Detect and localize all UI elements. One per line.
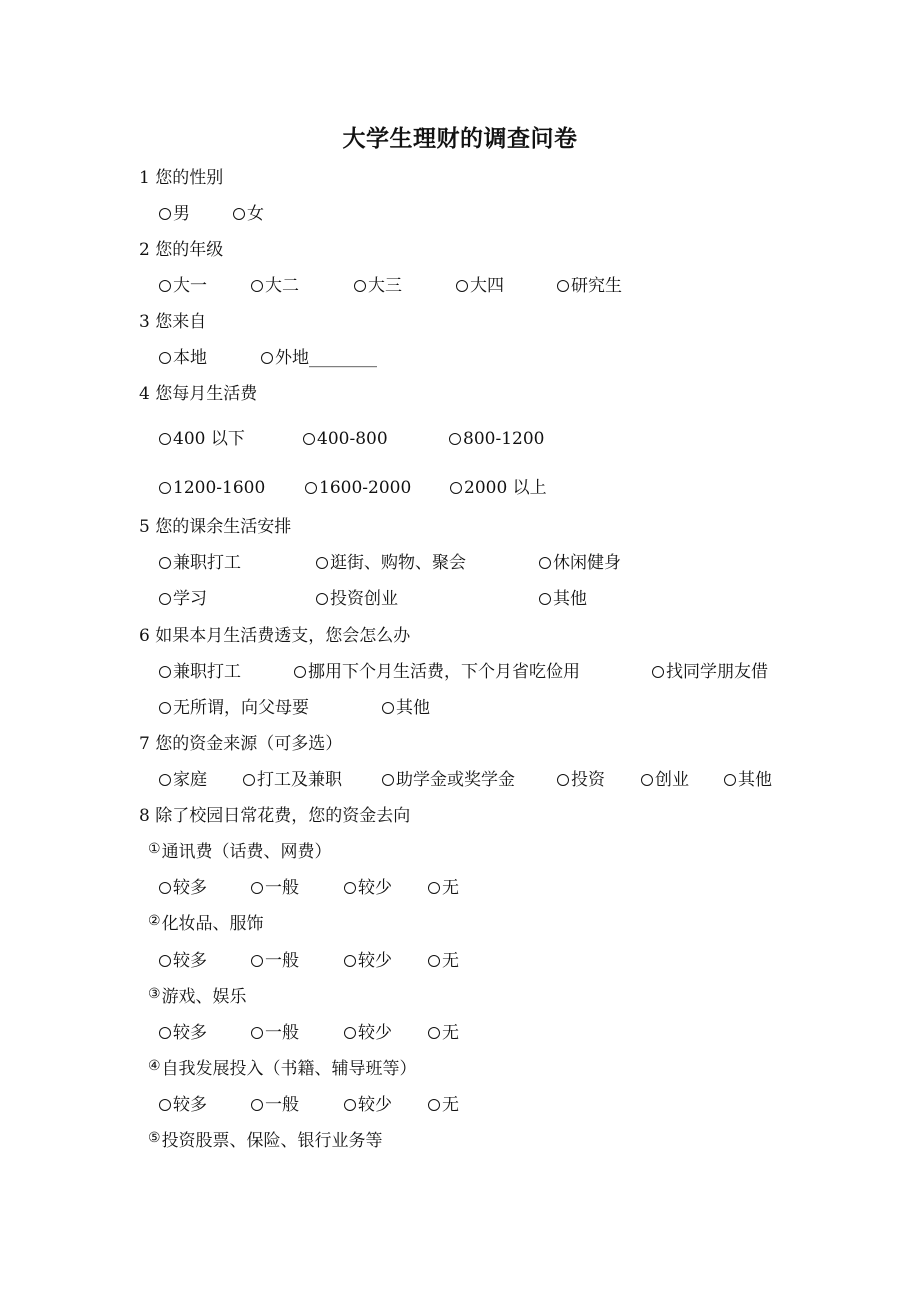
- option-s4-less[interactable]: 较少: [344, 1094, 392, 1116]
- option-s2-normal[interactable]: 一般: [251, 950, 299, 972]
- radio-circle-icon[interactable]: [159, 666, 171, 678]
- radio-circle-icon[interactable]: [243, 774, 255, 786]
- radio-circle-icon[interactable]: [251, 1027, 263, 1039]
- radio-circle-icon[interactable]: [354, 280, 366, 292]
- radio-circle-icon[interactable]: [159, 280, 171, 292]
- circled-number-4: ④: [148, 1058, 161, 1074]
- radio-circle-icon[interactable]: [449, 433, 461, 445]
- radio-circle-icon[interactable]: [456, 280, 468, 292]
- radio-circle-icon[interactable]: [382, 702, 394, 714]
- radio-circle-icon[interactable]: [450, 482, 462, 494]
- option-s4-normal[interactable]: 一般: [251, 1094, 299, 1116]
- radio-circle-icon[interactable]: [159, 208, 171, 220]
- option-q6-2[interactable]: 挪用下个月生活费，下个月省吃俭用: [294, 661, 580, 683]
- option-q6-3[interactable]: 找同学朋友借: [652, 661, 768, 683]
- radio-circle-icon[interactable]: [159, 955, 171, 967]
- option-q5-4[interactable]: 学习: [159, 588, 207, 610]
- question-7-label: 7 您的资金来源（可多选）: [139, 734, 343, 754]
- radio-circle-icon[interactable]: [428, 1099, 440, 1111]
- radio-circle-icon[interactable]: [159, 1099, 171, 1111]
- radio-circle-icon[interactable]: [251, 882, 263, 894]
- radio-circle-icon[interactable]: [261, 352, 273, 364]
- radio-circle-icon[interactable]: [159, 482, 171, 494]
- radio-circle-icon[interactable]: [641, 774, 653, 786]
- option-s2-none[interactable]: 无: [428, 950, 459, 972]
- radio-circle-icon[interactable]: [557, 774, 569, 786]
- radio-circle-icon[interactable]: [344, 1027, 356, 1039]
- circled-number-3: ③: [148, 986, 161, 1002]
- option-q2-3[interactable]: 大三: [354, 275, 402, 297]
- option-q5-2[interactable]: 逛街、购物、聚会: [316, 552, 466, 574]
- radio-circle-icon[interactable]: [251, 280, 263, 292]
- radio-circle-icon[interactable]: [344, 1099, 356, 1111]
- radio-circle-icon[interactable]: [316, 557, 328, 569]
- radio-circle-icon[interactable]: [251, 955, 263, 967]
- option-q4-6[interactable]: 2000 以上: [450, 477, 547, 499]
- option-q1-male[interactable]: 男: [159, 203, 190, 225]
- option-q4-1[interactable]: 400 以下: [159, 428, 245, 450]
- circled-number-1: ①: [148, 841, 161, 857]
- radio-circle-icon[interactable]: [539, 593, 551, 605]
- radio-circle-icon[interactable]: [159, 774, 171, 786]
- option-s1-less[interactable]: 较少: [344, 877, 392, 899]
- option-q4-2[interactable]: 400-800: [303, 428, 388, 450]
- option-s3-more[interactable]: 较多: [159, 1022, 207, 1044]
- option-q7-2[interactable]: 打工及兼职: [243, 769, 342, 791]
- option-q4-5[interactable]: 1600-2000: [305, 477, 411, 499]
- option-q7-6[interactable]: 其他: [724, 769, 772, 791]
- radio-circle-icon[interactable]: [428, 1027, 440, 1039]
- option-q3-other[interactable]: 外地________: [261, 347, 377, 369]
- option-q2-5[interactable]: 研究生: [557, 275, 622, 297]
- radio-circle-icon[interactable]: [294, 666, 306, 678]
- option-s3-normal[interactable]: 一般: [251, 1022, 299, 1044]
- option-q2-1[interactable]: 大一: [159, 275, 207, 297]
- radio-circle-icon[interactable]: [159, 702, 171, 714]
- question-5-label: 5 您的课余生活安排: [139, 517, 292, 537]
- option-s1-more[interactable]: 较多: [159, 877, 207, 899]
- option-q5-5[interactable]: 投资创业: [316, 588, 398, 610]
- radio-circle-icon[interactable]: [159, 433, 171, 445]
- radio-circle-icon[interactable]: [344, 955, 356, 967]
- option-s2-more[interactable]: 较多: [159, 950, 207, 972]
- option-s2-less[interactable]: 较少: [344, 950, 392, 972]
- option-q5-3[interactable]: 休闲健身: [539, 552, 621, 574]
- option-q7-5[interactable]: 创业: [641, 769, 689, 791]
- radio-circle-icon[interactable]: [557, 280, 569, 292]
- question-4-label: 4 您每月生活费: [139, 384, 258, 404]
- option-s3-none[interactable]: 无: [428, 1022, 459, 1044]
- radio-circle-icon[interactable]: [382, 774, 394, 786]
- radio-circle-icon[interactable]: [652, 666, 664, 678]
- radio-circle-icon[interactable]: [316, 593, 328, 605]
- option-s1-none[interactable]: 无: [428, 877, 459, 899]
- circled-number-5: ⑤: [148, 1130, 161, 1146]
- option-q4-4[interactable]: 1200-1600: [159, 477, 265, 499]
- sub-question-4: ④自我发展投入（书籍、辅导班等）: [148, 1058, 417, 1079]
- option-q6-4[interactable]: 无所谓，向父母要: [159, 697, 309, 719]
- option-q7-3[interactable]: 助学金或奖学金: [382, 769, 515, 791]
- radio-circle-icon[interactable]: [159, 593, 171, 605]
- question-6-label: 6 如果本月生活费透支，您会怎么办: [139, 626, 411, 646]
- option-q5-6[interactable]: 其他: [539, 588, 587, 610]
- circled-number-2: ②: [148, 913, 161, 929]
- radio-circle-icon[interactable]: [539, 557, 551, 569]
- option-s4-more[interactable]: 较多: [159, 1094, 207, 1116]
- radio-circle-icon[interactable]: [159, 557, 171, 569]
- radio-circle-icon[interactable]: [724, 774, 736, 786]
- radio-circle-icon[interactable]: [344, 882, 356, 894]
- sub-question-5: ⑤投资股票、保险、银行业务等: [148, 1130, 383, 1151]
- question-3-label: 3 您来自: [139, 312, 207, 332]
- radio-circle-icon[interactable]: [305, 482, 317, 494]
- radio-circle-icon[interactable]: [303, 433, 315, 445]
- radio-circle-icon[interactable]: [428, 882, 440, 894]
- radio-circle-icon[interactable]: [159, 352, 171, 364]
- sub-question-3: ③游戏、娱乐: [148, 986, 247, 1007]
- option-q2-4[interactable]: 大四: [456, 275, 504, 297]
- option-q3-local[interactable]: 本地: [159, 347, 207, 369]
- option-s4-none[interactable]: 无: [428, 1094, 459, 1116]
- radio-circle-icon[interactable]: [233, 208, 245, 220]
- option-s3-less[interactable]: 较少: [344, 1022, 392, 1044]
- option-q1-female[interactable]: 女: [233, 203, 264, 225]
- option-q7-1[interactable]: 家庭: [159, 769, 207, 791]
- question-2-label: 2 您的年级: [139, 240, 224, 260]
- option-q5-1[interactable]: 兼职打工: [159, 552, 241, 574]
- option-q2-2[interactable]: 大二: [251, 275, 299, 297]
- option-q6-1[interactable]: 兼职打工: [159, 661, 241, 683]
- page-title: 大学生理财的调查问卷: [342, 125, 578, 152]
- radio-circle-icon[interactable]: [159, 882, 171, 894]
- option-q4-3[interactable]: 800-1200: [449, 428, 544, 450]
- sub-question-2: ②化妆品、服饰: [148, 913, 264, 934]
- sub-question-1: ①通讯费（话费、网费）: [148, 841, 332, 862]
- option-s1-normal[interactable]: 一般: [251, 877, 299, 899]
- radio-circle-icon[interactable]: [159, 1027, 171, 1039]
- option-q6-5[interactable]: 其他: [382, 697, 430, 719]
- question-8-label: 8 除了校园日常花费，您的资金去向: [139, 806, 411, 826]
- radio-circle-icon[interactable]: [428, 955, 440, 967]
- option-q7-4[interactable]: 投资: [557, 769, 605, 791]
- question-1-label: 1 您的性别: [139, 168, 224, 188]
- radio-circle-icon[interactable]: [251, 1099, 263, 1111]
